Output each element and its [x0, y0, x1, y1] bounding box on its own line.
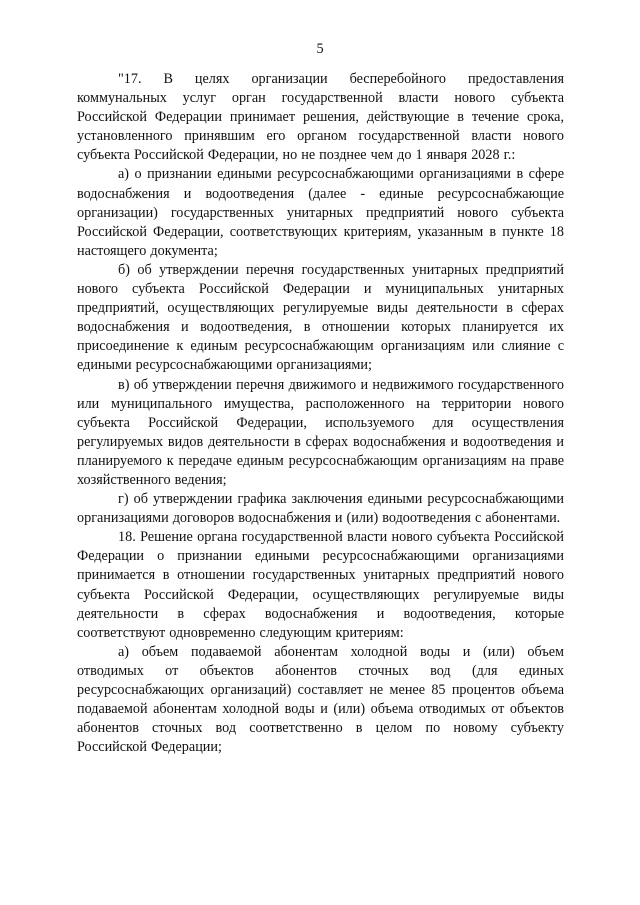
paragraph-17-a: а) о признании едиными ресурсоснабжающими организациями в сфере водоснабжения и водоотведения (далее - единые ресурсоснабжающие организации) государственных унитарных предприятий нового субъекта Российской Федерации, соответствующих критериям, указанным в пункте 18 настоящего документа; — [77, 166, 564, 259]
paragraph-17-g: г) об утверждении графика заключения едиными ресурсоснабжающими организациями договоров водоснабжения и (или) водоотведения с абонентами. — [77, 491, 564, 527]
paragraph-17-v: в) об утверждении перечня движимого и недвижимого государственного или муниципального имущества, расположенного на территории нового субъекта Российской Федерации, используемого для осуществления регулируемых видов деятельности в сферах водоснабжения и водоотведения и планируемого к передаче единым ресурсоснабжающим организациям на праве хозяйственного ведения; — [77, 376, 564, 488]
page-number: 5 — [316, 41, 324, 57]
paragraph-17-intro: "17. В целях организации бесперебойного предоставления коммунальных услуг орган государственной власти нового субъекта Российской Федерации принимает решения, действующие в течение срока, установленного принявшим его органом государственной власти нового субъекта Российской Федерации, но не позднее чем до 1 января 2028 г.: — [77, 71, 564, 164]
document-body — [77, 70, 564, 757]
paragraph-18-a: а) объем подаваемой абонентам холодной воды и (или) объем отводимых от объектов абонентов сточных вод (для единых ресурсоснабжающих организаций) составляет не менее 85 процентов объема подаваемой абонентам холодной воды и (или) объема отводимых от объектов абонентов сточных вод соответственно в целом по новому субъекту Российской Федерации; — [77, 643, 564, 756]
paragraph-17-b: б) об утверждении перечня государственных унитарных предприятий нового субъекта Российской Федерации и муниципальных унитарных предприятий, осуществляющих регулируемые виды деятельности в сферах водоснабжения и водоотведения, в отношении которых планируется их присоединение к единым ресурсоснабжающим организациям или слияние с едиными ресурсоснабжающими организациями; — [77, 261, 564, 374]
paragraph-18-intro: 18. Решение органа государственной власти нового субъекта Российской Федерации о признании едиными ресурсоснабжающими организациями принимается в отношении государственных унитарных предприятий нового субъекта Российской Федерации, осуществляющих регулируемые виды деятельности в сферах водоснабжения и водоотведения, которые соответствуют одновременно следующим критериям: — [77, 529, 564, 641]
